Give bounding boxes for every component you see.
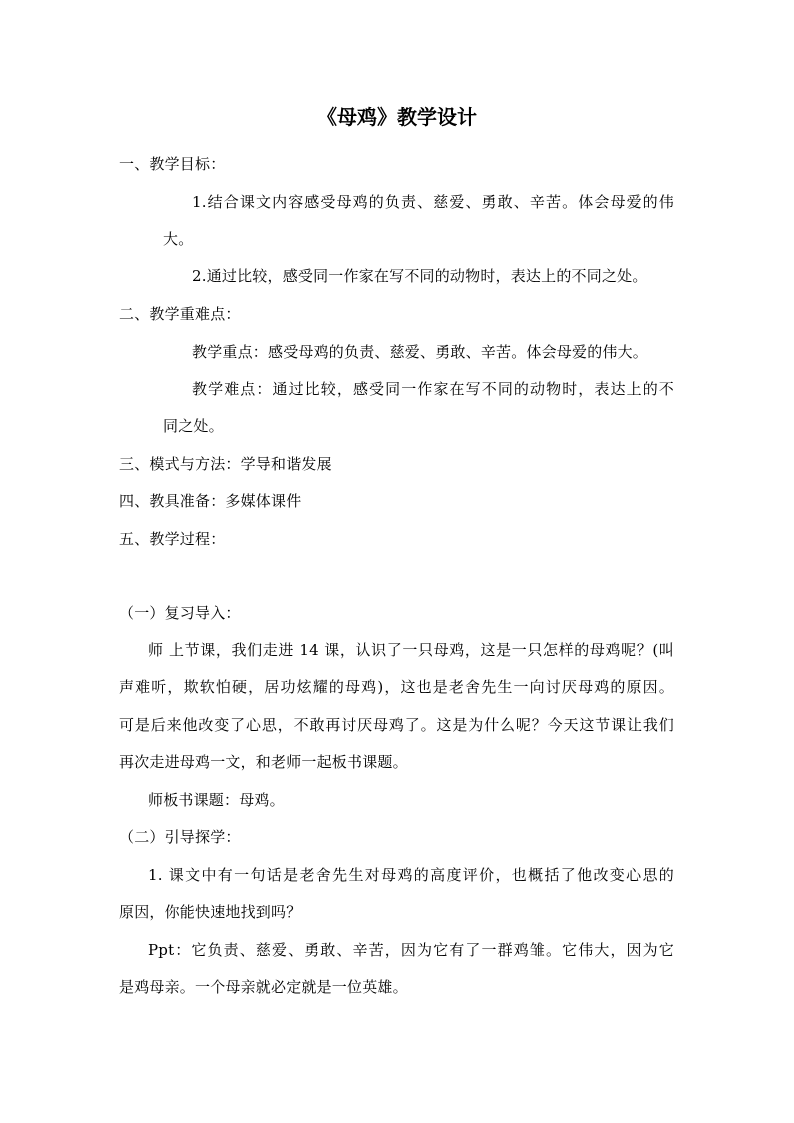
section-heading-teaching-goals: 一、教学目标： <box>119 155 226 173</box>
difficult-point-line-1: 教学难点：通过比较，感受同一作家在写不同的动物时，表达上的不 <box>192 380 674 398</box>
part-1-paragraph-line-2: 声难听，欺软怕硬，居功炫耀的母鸡)，这也是老舍先生一向讨厌母鸡的原因。 <box>119 678 674 696</box>
document-title: 《母鸡》教学设计 <box>317 105 477 129</box>
section-teaching-process: 五、教学过程： <box>119 530 226 548</box>
section-teaching-aids: 四、教具准备：多媒体课件 <box>119 492 302 510</box>
part-1-paragraph-line-1: 师 上节课，我们走进 14 课，认识了一只母鸡，这是一只怎样的母鸡呢？(叫 <box>148 641 674 659</box>
goal-1-line-1: 1.结合课文内容感受母鸡的负责、慈爱、勇敢、辛苦。体会母爱的伟 <box>192 193 674 211</box>
goal-1-line-2: 大。 <box>163 230 194 248</box>
difficult-point-line-2: 同之处。 <box>163 417 224 435</box>
part-1-paragraph-line-3: 可是后来他改变了心思，不敢再讨厌母鸡了。这是为什么呢？今天这节课让我们 <box>119 716 674 734</box>
part-1-heading: （一）复习导入： <box>119 604 241 622</box>
key-point: 教学重点：感受母鸡的负责、慈爱、勇敢、辛苦。体会母爱的伟大。 <box>192 343 649 361</box>
board-title-line: 师板书课题：母鸡。 <box>148 791 285 809</box>
goal-2: 2.通过比较，感受同一作家在写不同的动物时，表达上的不同之处。 <box>192 267 648 285</box>
section-heading-key-difficult-points: 二、教学重难点： <box>119 305 241 323</box>
part-2-heading: （二）引导探学： <box>119 828 241 846</box>
ppt-answer-line-2: 是鸡母亲。一个母亲就必定就是一位英雄。 <box>119 978 408 996</box>
question-1-line-2: 原因，你能快速地找到吗？ <box>119 903 302 921</box>
question-1-line-1: 1. 课文中有一句话是老舍先生对母鸡的高度评价，也概括了他改变心思的 <box>148 866 674 884</box>
part-1-paragraph-line-4: 再次走进母鸡一文，和老师一起板书课题。 <box>119 753 408 771</box>
ppt-answer-line-1: Ppt：它负责、慈爱、勇敢、辛苦，因为它有了一群鸡雏。它伟大，因为它 <box>148 941 674 959</box>
section-mode-method: 三、模式与方法：学导和谐发展 <box>119 455 332 473</box>
